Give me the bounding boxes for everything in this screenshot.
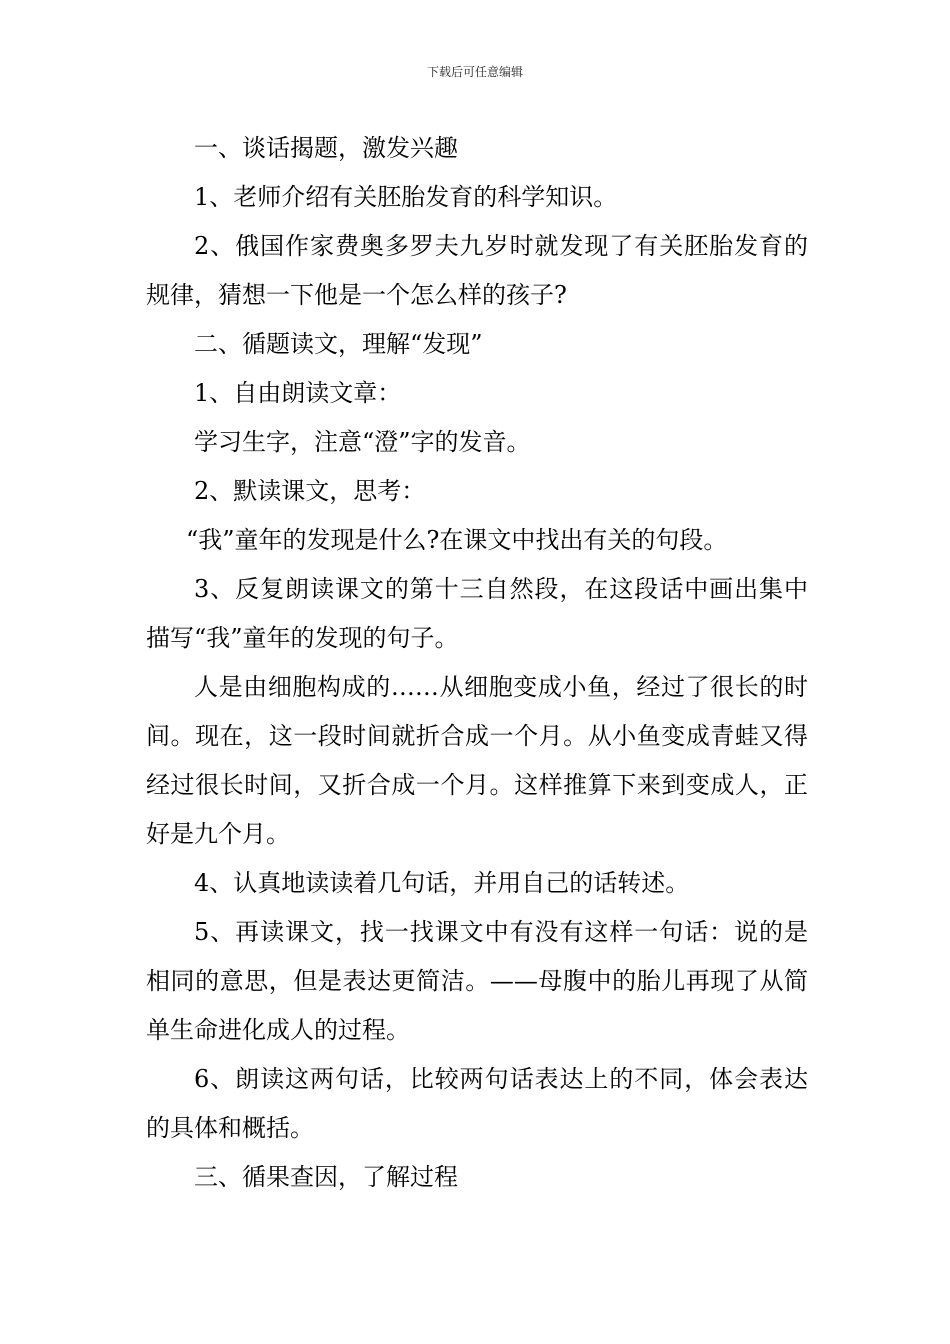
paragraph: 1、老师介绍有关胚胎发育的科学知识。 [194,183,618,211]
paragraph: 2、俄国作家费奥多罗夫九岁时就发现了有关胚胎发育的规律，猜想一下他是一个怎么样的孩子? [146,232,808,309]
paragraph: “我”童年的发现是什么?在课文中找出有关的句段。 [186,526,728,554]
section-heading-3: 三、循果查因，了解过程 [194,1163,458,1191]
paragraph: 2、默读课文，思考： [194,477,426,505]
document-body [146,124,808,1202]
paragraph: 1、自由朗读文章： [194,379,402,407]
quoted-passage: 人是由细胞构成的……从细胞变成小鱼，经过了很长的时间。现在，这一段时间就折合成一个月。从小鱼变成青蛙又得经过很长时间，又折合成一个月。这样推算下来到变成人，正好是九个月。 [146,673,808,848]
paragraph: 学习生字，注意“澄”字的发音。 [194,428,531,456]
page-header-note: 下载后可任意编辑 [426,65,523,79]
paragraph: 3、反复朗读课文的第十三自然段，在这段话中画出集中描写“我”童年的发现的句子。 [146,575,808,652]
paragraph: 4、认真地读读着几句话，并用自己的话转述。 [194,869,690,897]
paragraph: 6、朗读这两句话，比较两句话表达上的不同，体会表达的具体和概括。 [146,1065,808,1142]
paragraph: 5、再读课文，找一找课文中有没有这样一句话：说的是相同的意思，但是表达更简洁。——母腹中的胎儿再现了从简单生命进化成人的过程。 [146,918,808,1044]
section-heading-1: 一、谈话揭题，激发兴趣 [194,134,458,162]
section-heading-2: 二、循题读文，理解“发现” [194,330,483,358]
